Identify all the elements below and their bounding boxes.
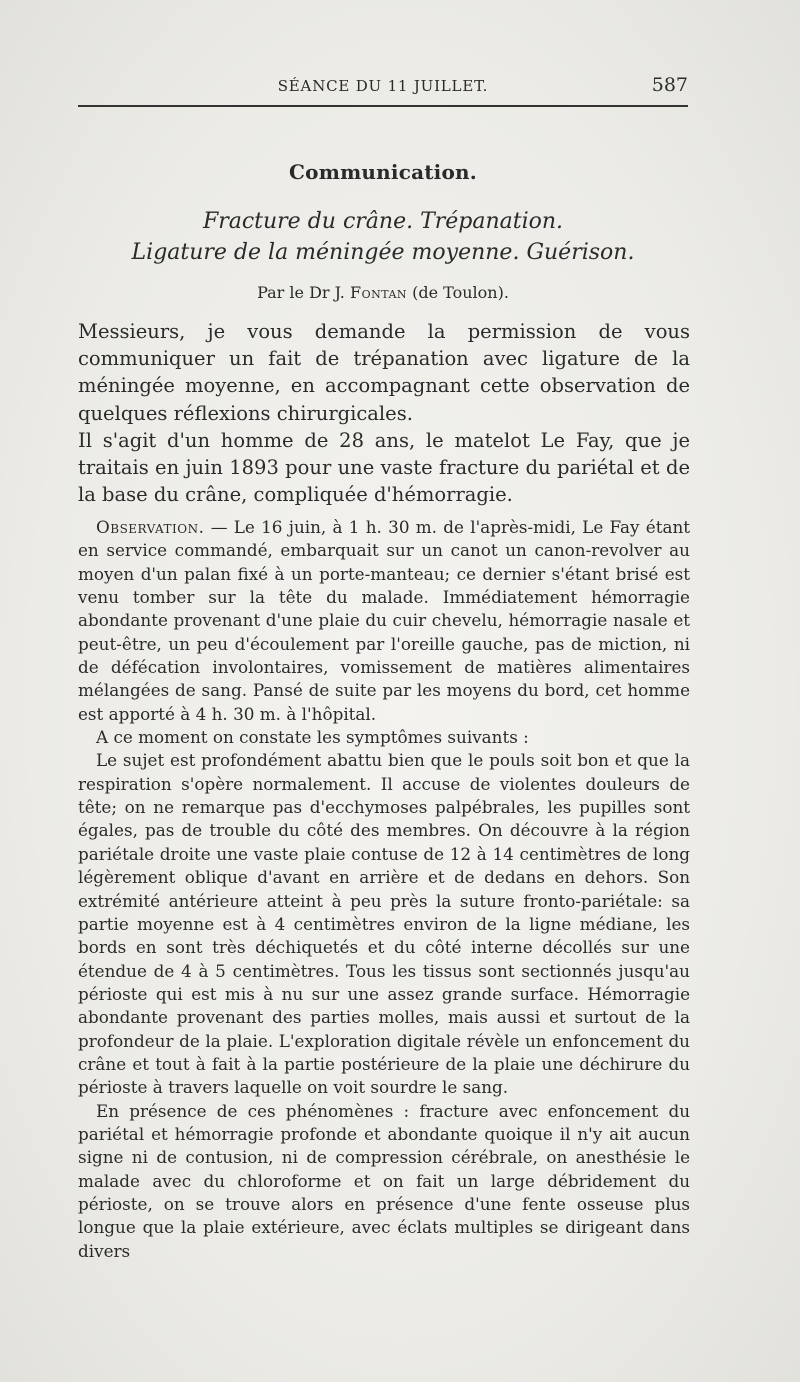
- author-line: [78, 283, 688, 302]
- observation-lead: Observation.: [96, 517, 205, 537]
- observation-paragraph: Le sujet est profondément abattu bien que le pouls soit bon et que la respiration s'opère normalement. Il accuse de violentes douleurs de tête; on ne remarque pas d'ecchymoses palpébrales, les pupilles sont égales, pas de trouble du côté des membres. On découvre à la région pariétale droite une vaste plaie contuse de 12 à 14 centimètres de long légèrement oblique d'avant en arrière et de dedans en dehors. Son extrémité antérieure atteint à peu près la suture fronto-pariétale: sa partie moyenne est à 4 centimètres environ de la ligne médiane, les bords en sont très déchiquetés et du côté interne décollés sur une étendue de 4 à 5 centimètres. Tous les tissus sont sectionnés jusqu'au périoste qui est mis à nu sur une assez grande surface. Hémorragie abondante provenant des parties molles, mais aussi et surtout de la profondeur de la plaie. L'exploration digitale révèle un enfoncement du crâne et tout à fait à la partie postérieure de la plaie une déchirure du périoste à travers laquelle on voit sourdre le sang.: [78, 750, 690, 1098]
- observation-paragraph: En présence de ces phénomènes : fracture avec enfoncement du pariétal et hémorragie profonde et abondante quoique il n'y ait aucun signe ni de contusion, ni de compression cérébrale, on anesthésie le malade avec du chloroforme et on fait un large débridement du périoste, on se trouve alors en présence d'une fente osseuse plus longue que la plaie extérieure, avec éclats multiples se dirigeant dans divers: [78, 1100, 690, 1261]
- page-number: 587: [651, 74, 688, 96]
- observation-paragraph: [78, 516, 690, 726]
- article-title-line-1: Fracture du crâne. Trépanation.: [202, 209, 564, 234]
- running-title: [78, 77, 688, 95]
- intro-text: [78, 318, 690, 508]
- intro-paragraph: Il s'agit d'un homme de 28 ans, le matelot Le Fay, que je traitais en juin 1893 pour une vaste fracture du pariétal et de la base du crâne, compliquée d'hémorragie.: [78, 428, 690, 507]
- running-head: [78, 74, 688, 99]
- author-suffix: (de Toulon).: [407, 283, 509, 302]
- observation-paragraph-body: — Le 16 juin, à 1 h. 30 m. de l'après-midi, Le Fay étant en service commandé, embarquait sur un canot un canon-revolver au moyen d'un palan fixé à un porte-manteau; ce dernier s'étant brisé est venu tomber sur la tête du malade. Immédiatement hémorragie abondante provenant d'une plaie du cuir chevelu, hémorragie nasale et peut-être, un peu d'écoulement par l'oreille gauche, pas de miction, ni de défécation involontaires, vomissement de matières alimentaires mélangées de sang. Pansé de suite par les moyens du bord, cet homme est apporté à 4 h. 30 m. à l'hôpital.: [78, 517, 691, 724]
- intro-paragraph: Messieurs, je vous demande la permission de vous communiquer un fait de trépanation avec ligature de la méningée moyenne, en accompagnant cette observation de quelques réflexions chirurgicales.: [78, 320, 690, 425]
- author-name: Fontan: [349, 283, 408, 302]
- running-title-date: 11 JUILLET.: [387, 77, 489, 95]
- observation-paragraph: A ce moment on constate les symptômes suivants :: [96, 727, 529, 748]
- article-title-line-2: Ligature de la méningée moyenne. Guérison.: [131, 240, 635, 265]
- header-rule: [78, 105, 688, 107]
- observation-text: [78, 516, 690, 1263]
- section-heading: Communication.: [289, 160, 477, 184]
- author-prefix: Par le Dr J.: [257, 283, 350, 302]
- running-title-prefix: SÉANCE DU: [277, 77, 388, 95]
